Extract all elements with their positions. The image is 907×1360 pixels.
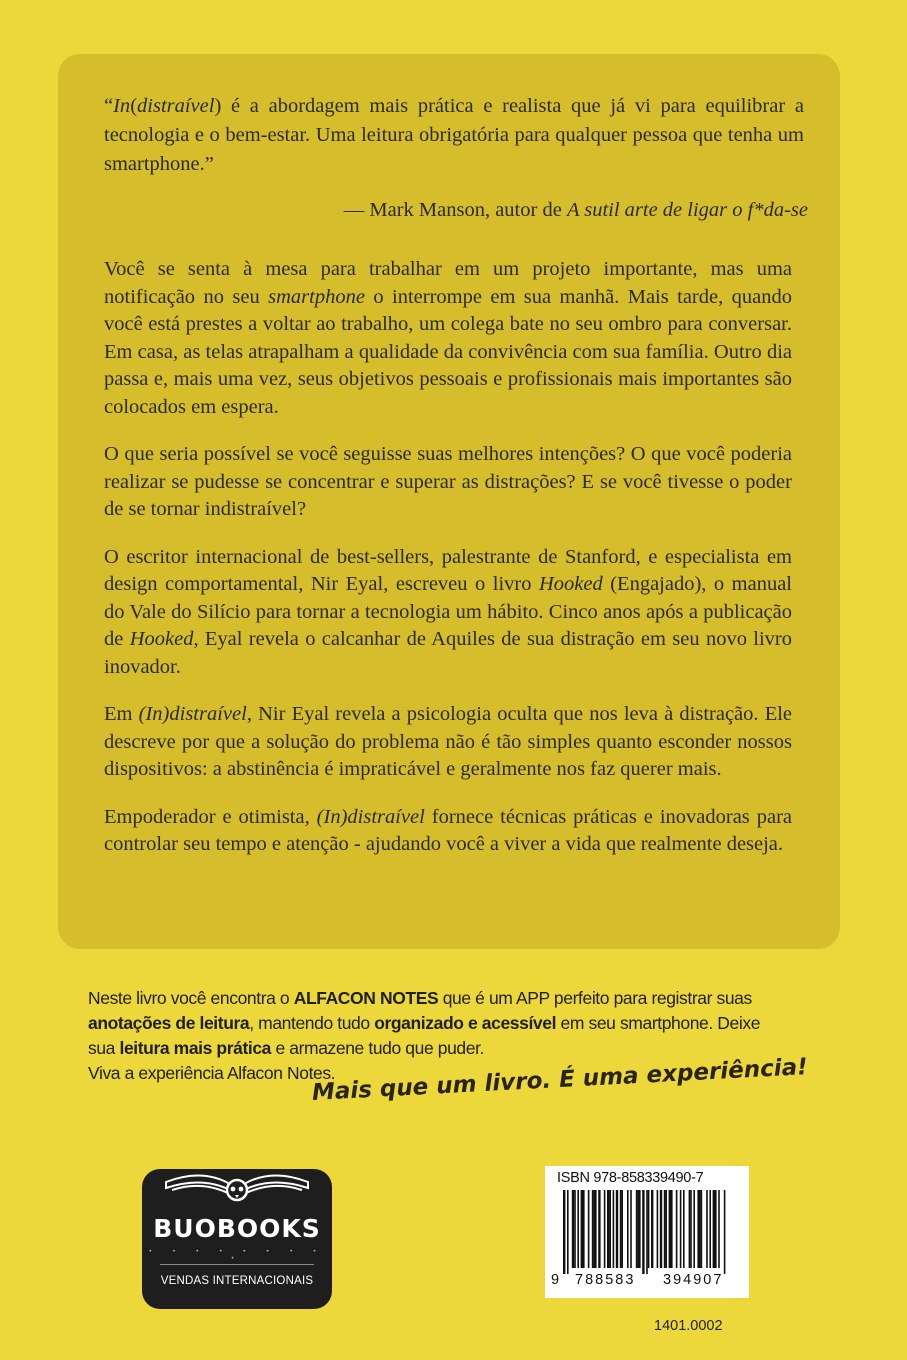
paragraph-2: O que seria possível se você seguisse suas melhores intenções? O que você poderia realizar se pudesse se concentrar e superar as distrações? E se você tivesse o poder de se tornar indistraível? — [104, 443, 792, 520]
barcode-bar — [630, 1190, 632, 1268]
barcode-bar — [724, 1190, 726, 1274]
barcode-bar — [642, 1190, 644, 1274]
barcode-bar — [676, 1190, 678, 1268]
barcode-bar — [671, 1190, 673, 1268]
isbn-barcode-box: ISBN 978-858339490-7 9 788583 394907 — [545, 1166, 749, 1298]
barcode-bar — [651, 1190, 653, 1268]
barcode-bar — [581, 1190, 583, 1268]
barcode-bar — [693, 1190, 695, 1268]
barcode-bar — [665, 1190, 667, 1268]
barcode-bar — [620, 1190, 622, 1268]
barcode-bar — [660, 1190, 662, 1268]
barcode-bar — [609, 1190, 611, 1268]
barcode-bar — [637, 1190, 639, 1268]
isbn-label: ISBN 978-858339490-7 — [557, 1170, 704, 1186]
barcode-bar — [715, 1190, 717, 1268]
alfacon-notes-promo: Neste livro você encontra o ALFACON NOTES que é um APP perfeito para registrar suas anotações de leitura, mantendo tudo organizado e acessível em seu smartphone. Deixe sua leitura mais prática e armazene tudo que puder. Viva a experiência Alfacon Notes. — [88, 988, 761, 1083]
publisher-name: BUOBOOKS — [153, 1214, 321, 1243]
barcode-bar — [621, 1190, 623, 1268]
barcode-bar — [690, 1190, 692, 1268]
barcode-bar — [706, 1190, 708, 1268]
endorsement-quote: “In(distraível) é a abordagem mais prática e realista que já vi para equilibrar a tecnologia e o bem-estar. Uma leitura obrigatória para qualquer pessoa que tenha um smartphone.” — [104, 95, 804, 175]
book-code: 1401.0002 — [654, 1318, 723, 1334]
barcode-bar — [697, 1190, 699, 1268]
barcode-bar — [699, 1190, 701, 1268]
barcode-bar — [627, 1190, 629, 1268]
barcode-bar — [598, 1190, 600, 1268]
barcode-bar — [574, 1190, 576, 1268]
barcode-bar — [680, 1190, 682, 1268]
barcode-bar — [636, 1190, 638, 1268]
logo-divider — [160, 1264, 314, 1265]
barcode-icon — [555, 1190, 741, 1274]
barcode-bar — [616, 1190, 618, 1268]
barcode-bar — [648, 1190, 650, 1268]
barcode-bar — [572, 1190, 574, 1268]
barcode-bar — [718, 1190, 720, 1268]
barcode-bar — [639, 1190, 641, 1268]
logo-dots: • • • • • • • • • — [148, 1248, 326, 1262]
barcode-bar — [646, 1190, 648, 1274]
barcode-bar — [683, 1190, 685, 1268]
paragraph-4: Em (In)distraível, Nir Eyal revela a psicologia oculta que nos leva à distração. Ele descreve por que a solução do problema não é tão simples quanto esconder nossos dispositivos: a abstinência é impraticável e geralmente nos faz querer mais. — [104, 703, 793, 780]
barcode-bar — [664, 1190, 666, 1268]
owl-book-icon — [162, 1168, 312, 1212]
barcode-bar — [713, 1190, 715, 1268]
barcode-bar — [592, 1190, 594, 1268]
tagline: Mais que um livro. É uma experiência! — [311, 1054, 809, 1106]
buobooks-logo — [142, 1169, 332, 1309]
barcode-bar — [588, 1190, 590, 1268]
paragraph-3: O escritor internacional de best-sellers, palestrante de Stanford, e especialista em design comportamental, Nir Eyal, escreveu o livro Hooked (Engajado), o manual do Vale do Silício para tornar a tecnologia um hábito. Cinco anos após a publicação de Hooked, Eyal revela o calcanhar de Aquiles de sua distração em seu novo livro inovador. — [104, 545, 792, 678]
barcode-bar — [593, 1190, 595, 1268]
barcode-bar — [689, 1190, 691, 1268]
barcode-bar — [577, 1190, 579, 1268]
barcode-bar — [613, 1190, 615, 1268]
barcode-bar — [607, 1190, 609, 1268]
barcode-bar — [657, 1190, 659, 1268]
barcode-bar — [701, 1190, 703, 1268]
barcode-bar — [583, 1190, 585, 1268]
quote-attribution: — Mark Manson, autor de A sutil arte de ligar o f*da-se — [343, 199, 808, 221]
barcode-bar — [604, 1190, 606, 1268]
synopsis — [104, 256, 792, 879]
barcode-bar — [567, 1190, 569, 1274]
paragraph-1: Você se senta à mesa para trabalhar em um projeto importante, mas uma notificação no seu smartphone o interrompe em sua manhã. Mais tarde, quando você está prestes a voltar ao trabalho, um colega bate no seu ombro para conversar. Em casa, as telas atrapalham a qualidade da convivência com sua família. Outro dia passa e, mais uma vez, seus objetivos pessoais e profissionais mais importantes são colocados em espera. — [104, 258, 792, 418]
barcode-bar — [669, 1190, 671, 1268]
paragraph-5: Empoderador e otimista, (In)distraível fornece técnicas práticas e inovadoras para controlar seu tempo e atenção - ajudando você a viver a vida que realmente deseja. — [104, 805, 792, 855]
barcode-bar — [709, 1190, 711, 1268]
barcode-bar — [595, 1190, 597, 1268]
publisher-subtitle: VENDAS INTERNACIONAIS — [160, 1275, 314, 1287]
barcode-bar — [563, 1190, 565, 1274]
